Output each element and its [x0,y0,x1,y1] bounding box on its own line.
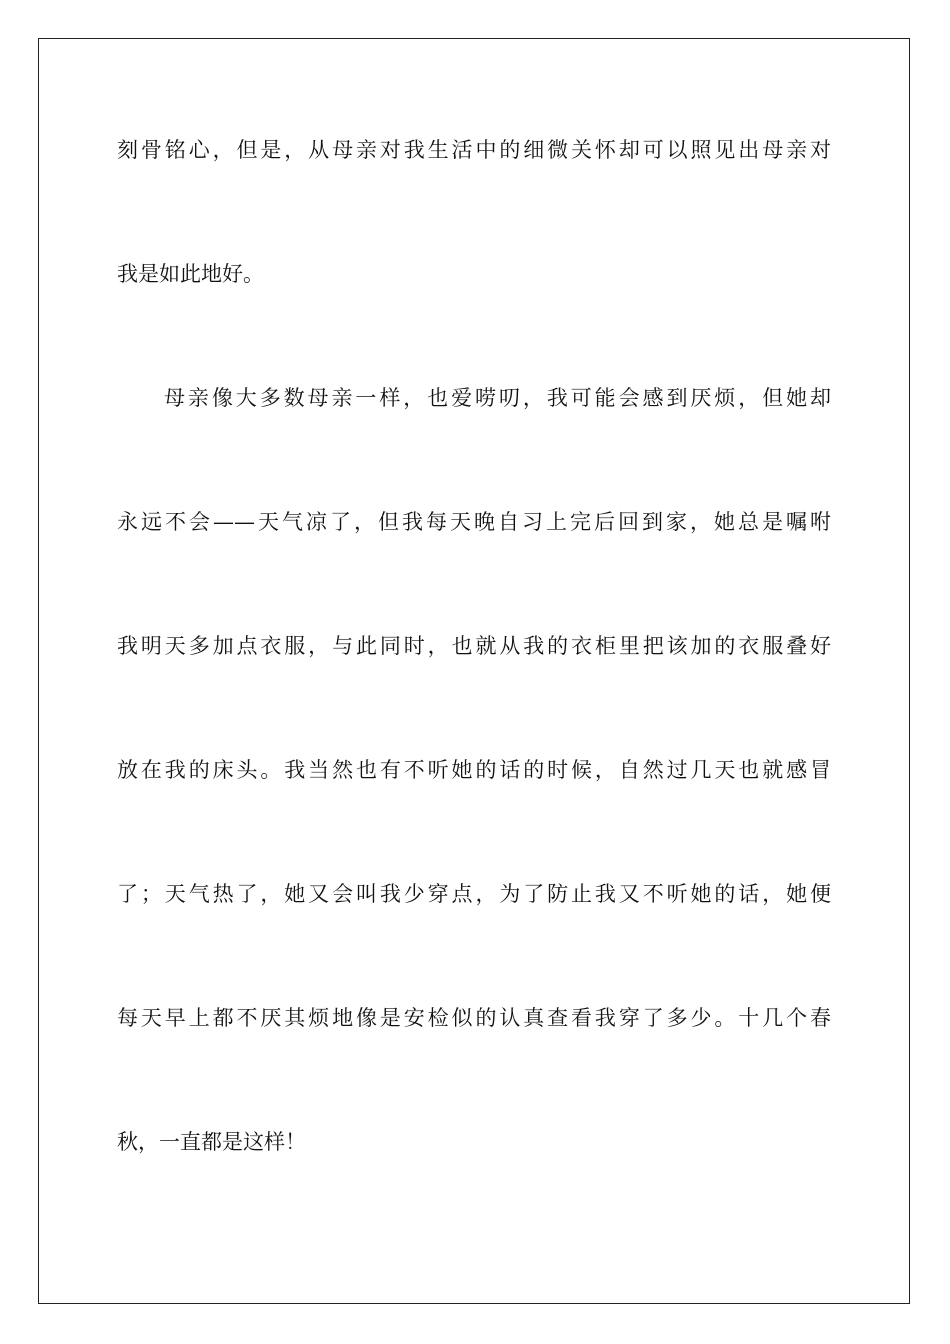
text-line-6: 放在我的床头。我当然也有不听她的话的时候，自然过几天也就感冒 [117,758,831,782]
text-line-4: 永远不会——天气凉了，但我每天晚自习上完后回到家，她总是嘱咐 [117,510,831,534]
text-line-7: 了；天气热了，她又会叫我少穿点，为了防止我又不听她的话，她便 [117,882,831,906]
text-line-9: 秋，一直都是这样！ [117,1130,306,1154]
text-line-2: 我是如此地好。 [117,262,264,286]
text-line-5: 我明天多加点衣服，与此同时，也就从我的衣柜里把该加的衣服叠好 [117,634,831,658]
text-line-8: 每天早上都不厌其烦地像是安检似的认真查看我穿了多少。十几个春 [117,1006,831,1030]
text-line-3-paragraph-start: 母亲像大多数母亲一样，也爱唠叨，我可能会感到厌烦，但她却 [164,386,831,410]
page-border [38,38,910,1304]
text-line-1: 刻骨铭心，但是，从母亲对我生活中的细微关怀却可以照见出母亲对 [117,138,831,162]
